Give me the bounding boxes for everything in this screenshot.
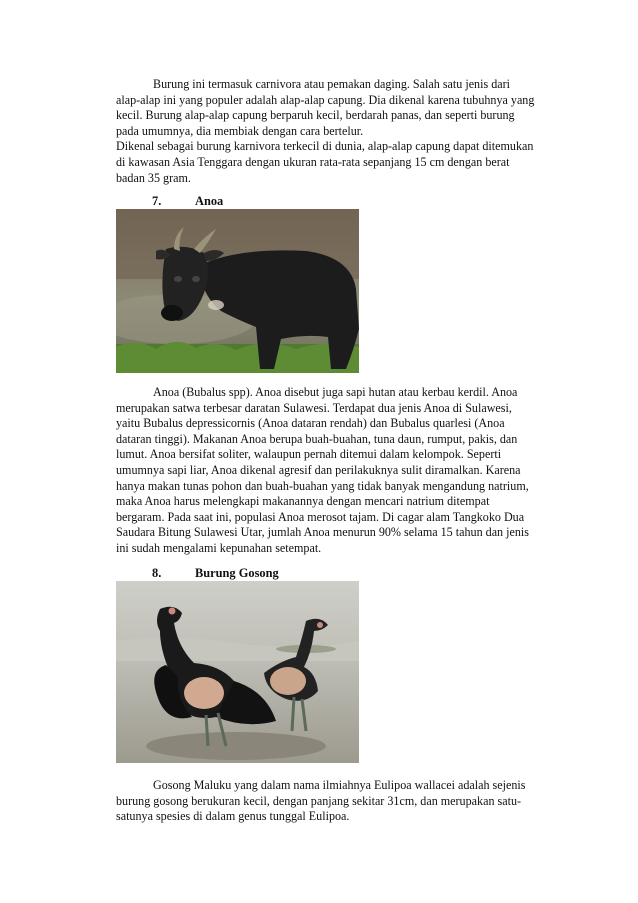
section-number: 8. <box>152 566 162 580</box>
text-line: ini sudah mengalami kepunahan setempat. <box>116 540 322 555</box>
anoa-photo <box>116 209 359 373</box>
text-line: pada umumnya, dia membiak dengan cara bertelur. <box>116 123 364 138</box>
section-title: Burung Gosong <box>195 566 279 580</box>
section-title: Anoa <box>195 194 224 208</box>
text-line: badan 35 gram. <box>116 170 191 185</box>
text-line: dataran tinggi). Makanan Anoa berupa buah-buahan, tuna daun, rumput, pakis, dan <box>116 431 518 446</box>
text-line: Gosong Maluku yang dalam nama ilmiahnya Eulipoa wallacei adalah sejenis <box>153 778 526 792</box>
text-line: burung gosong berukuran kecil, dengan panjang sekitar 31cm, dan merupakan satu- <box>116 793 522 808</box>
text-line: yaitu Bubalus depressicornis (Anoa dataran rendah) dan Bubalus quarlesi (Anoa <box>116 416 505 431</box>
text-line: Dikenal sebagai burung karnivora terkecil di dunia, alap-alap capung dapat ditemukan <box>116 139 534 154</box>
text-line: lumut. Anoa bersifat soliter, walaupun pernah ditemui dalam kelompok. Seperti <box>116 447 502 462</box>
text-line: satunya spesies di dalam genus tunggal Eulipoa. <box>116 809 350 824</box>
text-line: merupakan satwa terbesar daratan Sulawesi. Terdapat dua jenis Anoa di Sulawesi, <box>116 400 512 415</box>
text-line: bergaram. Pada saat ini, populasi Anoa merosot tajam. Di cagar alam Tangkoko Dua <box>116 509 525 524</box>
text-line: umumnya sapi liar, Anoa dikenal agresif dan perilakuknya sulit diramalkan. Karena <box>116 462 521 477</box>
paragraph-anoa <box>116 385 562 557</box>
paragraph-falconet <box>116 77 562 186</box>
paragraph-burung-gosong <box>116 778 562 825</box>
text-line: Burung ini termasuk carnivora atau pemakan daging. Salah satu jenis dari <box>153 77 510 91</box>
text-line: maka Anoa harus melengkapi makanannya dengan mencari natrium ditempat <box>116 494 490 509</box>
text-line: Anoa (Bubalus spp). Anoa disebut juga sapi hutan atau kerbau kerdil. Anoa <box>153 385 518 399</box>
text-line: di kawasan Asia Tenggara dengan ukuran rata-rata sepanjang 15 cm dengan berat <box>116 154 510 169</box>
section-number: 7. <box>152 194 162 208</box>
text-line: hanya makan tunas pohon dan buah-buahan yang tidak banyak mengandung natrium, <box>116 478 529 493</box>
text-line: Saudara Bitung Sulawesi Utar, jumlah Anoa menurun 90% selama 15 tahun dan jenis <box>116 525 529 540</box>
section-heading-anoa <box>152 194 223 209</box>
text-line: alap-alap ini yang populer adalah alap-alap capung. Dia dikenal karena tubuhnya yang <box>116 92 535 107</box>
text-line: kecil. Burung alap-alap capung berparuh kecil, berdarah panas, dan seperti burung <box>116 108 515 123</box>
section-heading-burung-gosong <box>152 566 279 581</box>
burung-gosong-photo <box>116 581 359 763</box>
